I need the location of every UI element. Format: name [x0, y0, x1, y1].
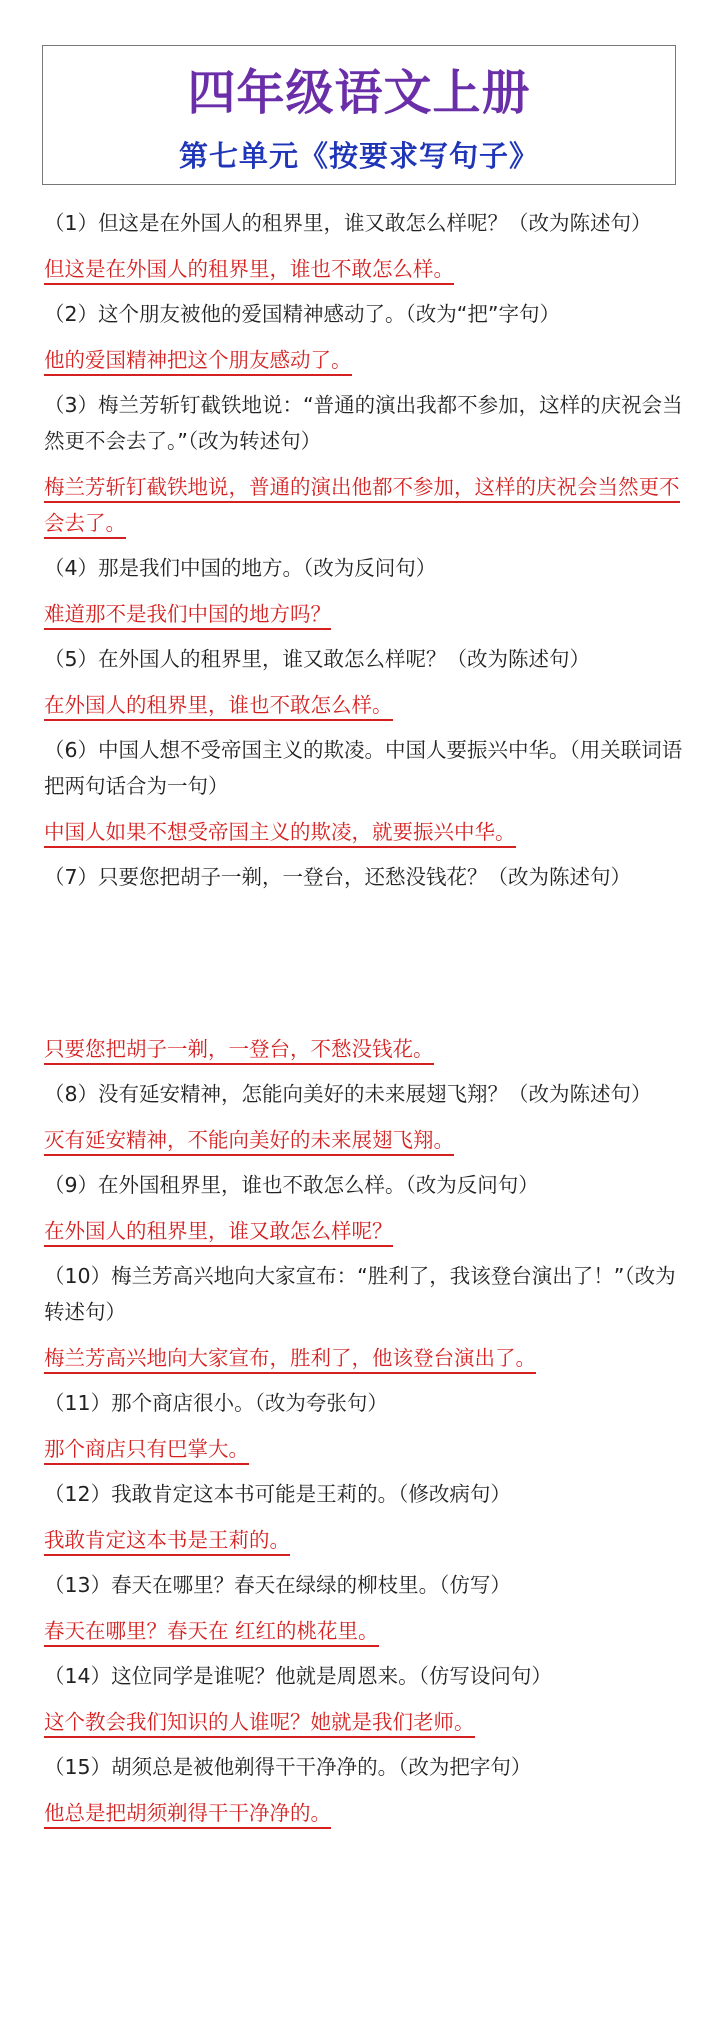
answer-text: 灭有延安精神，不能向美好的未来展翅飞翔。 [44, 1122, 684, 1158]
exercise-item-9 [44, 1167, 684, 1249]
exercise-item-10 [44, 1258, 684, 1376]
exercise-item-11 [44, 1385, 684, 1467]
exercise-item-6 [44, 732, 684, 850]
question-text: （13）春天在哪里？春天在绿绿的柳枝里。（仿写） [44, 1573, 511, 1597]
answer-text: 梅兰芳高兴地向大家宣布，胜利了，他该登台演出了。 [44, 1340, 684, 1376]
exercise-item-4 [44, 550, 684, 632]
exercise-item-5 [44, 641, 684, 723]
exercise-item-13 [44, 1567, 684, 1649]
answer-text: 他的爱国精神把这个朋友感动了。 [44, 342, 684, 378]
page-title: 四年级语文上册 [187, 65, 531, 121]
question-text: （5）在外国人的租界里，谁又敢怎么样呢？（改为陈述句） [44, 647, 591, 671]
question-text: （10）梅兰芳高兴地向大家宣布：“胜利了，我该登台演出了！”（改为转述句） [44, 1264, 676, 1324]
exercise-item-3 [44, 387, 684, 541]
exercise-item-12 [44, 1476, 684, 1558]
answer-text: 在外国人的租界里，谁又敢怎么样呢？ [44, 1213, 684, 1249]
question-text: （8）没有延安精神，怎能向美好的未来展翅飞翔？（改为陈述句） [44, 1082, 652, 1106]
answer-text: 梅兰芳斩钉截铁地说，普通的演出他都不参加，这样的庆祝会当然更不会去了。 [44, 469, 684, 541]
question-text: （4）那是我们中国的地方。（改为反问句） [44, 556, 437, 580]
question-text: （12）我敢肯定这本书可能是王莉的。（修改病句） [44, 1482, 511, 1506]
exercise-item-14 [44, 1658, 684, 1740]
question-text: （11）那个商店很小。（改为夸张句） [44, 1391, 388, 1415]
answer-text: 那个商店只有巴掌大。 [44, 1431, 684, 1467]
question-text: （7）只要您把胡子一剃，一登台，还愁没钱花？（改为陈述句） [44, 865, 632, 889]
title-box [42, 45, 676, 185]
question-text: （2）这个朋友被他的爱国精神感动了。（改为“把”字句） [44, 302, 561, 326]
answer-text: 这个教会我们知识的人谁呢？她就是我们老师。 [44, 1704, 684, 1740]
exercise-item-2 [44, 296, 684, 378]
exercise-item-7 [44, 859, 684, 1067]
exercise-list [44, 205, 684, 1840]
question-text: （6）中国人想不受帝国主义的欺凌。中国人要振兴中华。（用关联词语把两句话合为一句） [44, 738, 683, 798]
answer-text: 我敢肯定这本书是王莉的。 [44, 1522, 684, 1558]
answer-text: 难道那不是我们中国的地方吗？ [44, 596, 684, 632]
answer-text: 春天在哪里？春天在 红红的桃花里。 [44, 1613, 684, 1649]
exercise-item-15 [44, 1749, 684, 1831]
answer-text: 中国人如果不想受帝国主义的欺凌，就要振兴中华。 [44, 814, 684, 850]
answer-text: 但这是在外国人的租界里，谁也不敢怎么样。 [44, 251, 684, 287]
question-text: （14）这位同学是谁呢？他就是周恩来。（仿写设问句） [44, 1664, 552, 1688]
exercise-item-1 [44, 205, 684, 287]
exercise-item-8 [44, 1076, 684, 1158]
answer-text: 他总是把胡须剃得干干净净的。 [44, 1795, 684, 1831]
question-text: （15）胡须总是被他剃得干干净净的。（改为把字句） [44, 1755, 532, 1779]
answer-text: 在外国人的租界里，谁也不敢怎么样。 [44, 687, 684, 723]
blank-space [44, 895, 684, 1021]
question-text: （9）在外国租界里，谁也不敢怎么样。（改为反问句） [44, 1173, 539, 1197]
page-subtitle: 第七单元《按要求写句子》 [178, 139, 539, 173]
question-text: （3）梅兰芳斩钉截铁地说：“普通的演出我都不参加，这样的庆祝会当然更不会去了。”（改为转述句） [44, 393, 683, 453]
question-text: （1）但这是在外国人的租界里，谁又敢怎么样呢？（改为陈述句） [44, 211, 652, 235]
answer-text: 只要您把胡子一剃，一登台，不愁没钱花。 [44, 1031, 684, 1067]
